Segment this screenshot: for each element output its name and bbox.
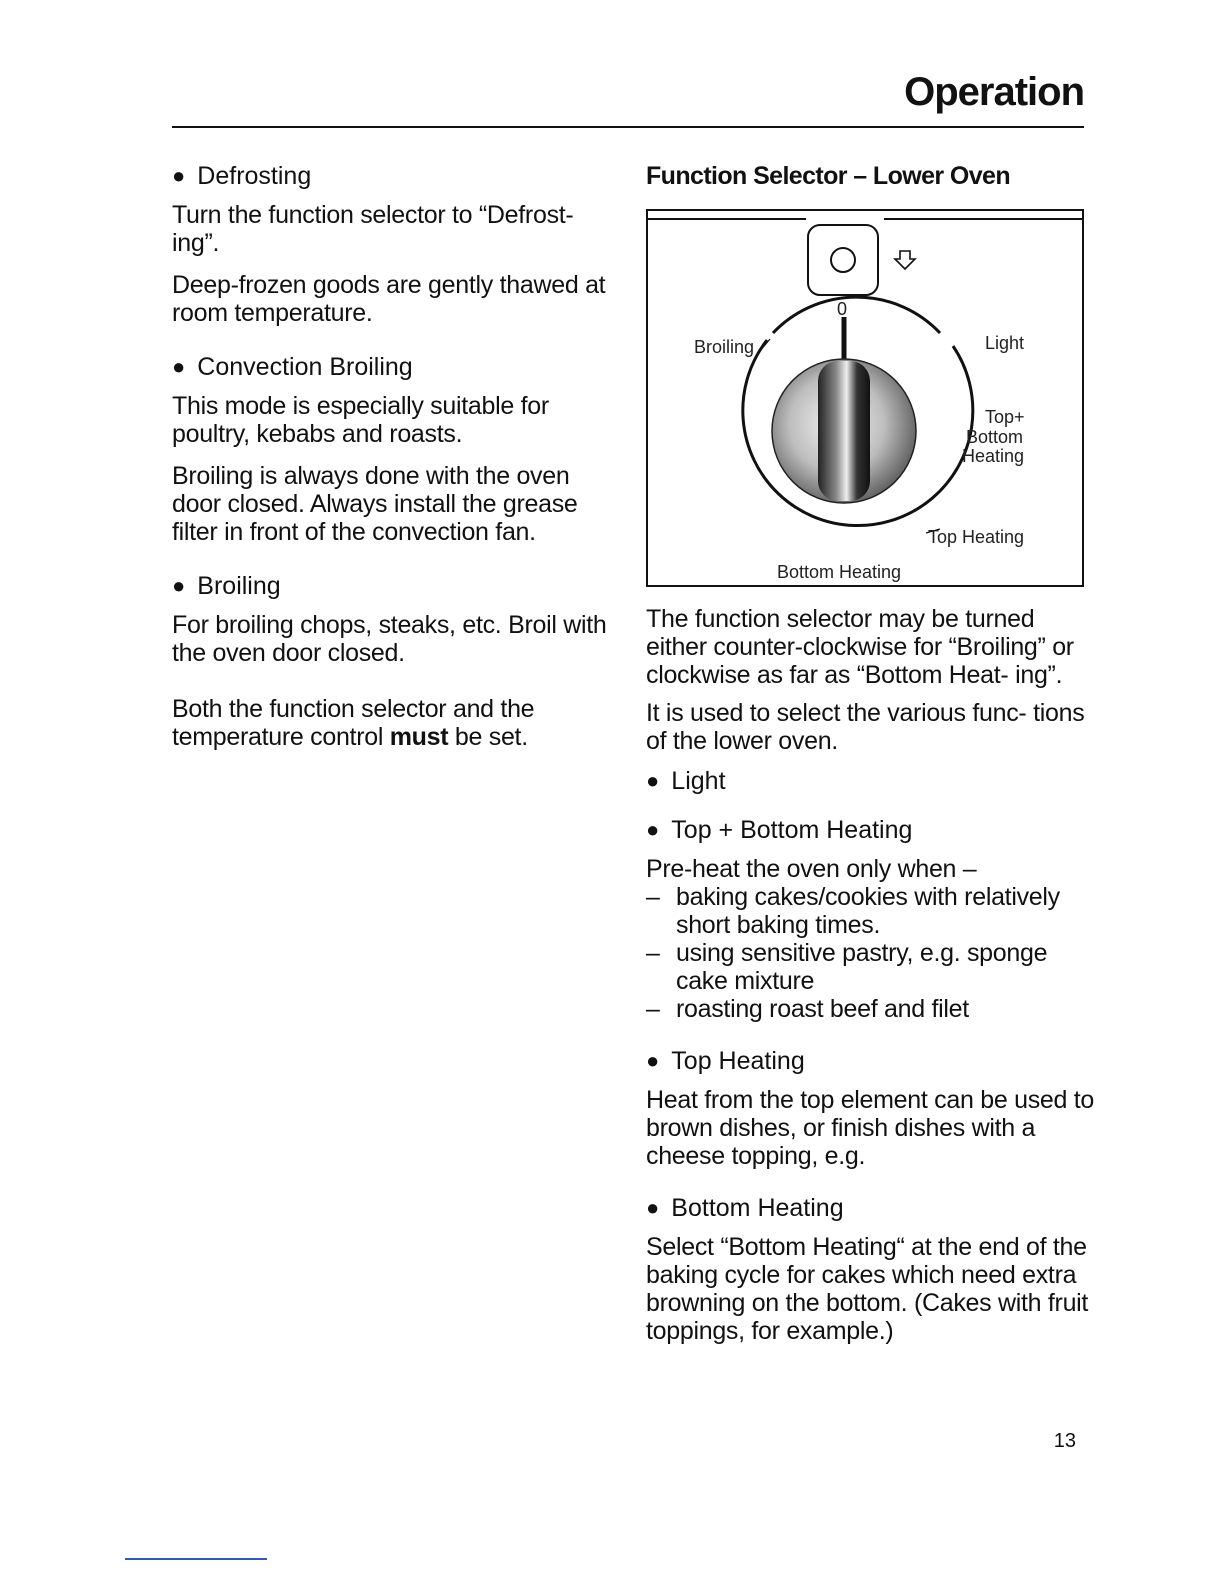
section-defrosting bbox=[172, 158, 612, 327]
section-bottom-heating bbox=[646, 1190, 1096, 1345]
convection-text-1: This mode is especially suitable for poultry, kebabs and roasts. bbox=[172, 392, 549, 448]
dial-label-broiling: Broiling bbox=[694, 337, 755, 357]
preheat-list bbox=[646, 883, 1096, 1023]
broiling-heading: ● Broiling bbox=[172, 572, 281, 600]
list-item: – baking cakes/cookies with relatively short baking times. bbox=[646, 883, 1096, 939]
section-top-bottom-heating bbox=[646, 812, 1096, 1023]
page-title: Operation bbox=[904, 70, 1084, 114]
dial-label-zero: 0 bbox=[837, 299, 848, 319]
bullet-icon: ● bbox=[172, 573, 186, 598]
top-heating-heading: ● Top Heating bbox=[646, 1047, 805, 1075]
top-heating-text: Heat from the top element can be used to brown dishes, or finish dishes with a cheese topping, e.g. bbox=[646, 1086, 1094, 1170]
left-column bbox=[172, 158, 612, 751]
bullet-icon: ● bbox=[172, 354, 186, 379]
function-selector-heading: Function Selector – Lower Oven bbox=[646, 162, 1011, 190]
top-bottom-heading: ● Top + Bottom Heating bbox=[646, 816, 913, 844]
selector-window bbox=[808, 225, 878, 295]
convection-text-2: Broiling is always done with the oven door closed. Always install the grease filter in front of the convection fan. bbox=[172, 462, 578, 546]
function-selector-diagram bbox=[646, 209, 1084, 587]
arrow-down-icon bbox=[895, 251, 915, 269]
dial-label-heating: Heating bbox=[962, 446, 1025, 466]
bottom-heating-heading: ● Bottom Heating bbox=[646, 1194, 844, 1222]
bullet-icon: ● bbox=[646, 817, 660, 842]
selector-intro-1: The function selector may be turned either counter-clockwise for “Broiling” or clockwise as far as “Bottom Heat- ing”. bbox=[646, 605, 1074, 689]
section-convection-broiling bbox=[172, 349, 612, 546]
broiling-text-1: For broiling chops, steaks, etc. Broil with the oven door closed. bbox=[172, 611, 607, 667]
footer-rule bbox=[125, 1558, 267, 1560]
bullet-icon: ● bbox=[646, 1195, 660, 1220]
dial-label-bottom-heating: Bottom Heating bbox=[777, 562, 902, 582]
header-rule bbox=[172, 126, 1084, 128]
bullet-icon: ● bbox=[646, 768, 660, 793]
convection-heading: ● Convection Broiling bbox=[172, 353, 413, 381]
dial-label-bottom: Bottom bbox=[966, 427, 1024, 447]
selector-intro-2: It is used to select the various func- tions of the lower oven. bbox=[646, 699, 1085, 755]
right-column-text bbox=[646, 605, 1096, 1345]
bottom-heating-text: Select “Bottom Heating“ at the end of the baking cycle for cakes which need extra browning on the bottom. (Cakes with fruit toppings, for example.) bbox=[646, 1233, 1089, 1345]
defrosting-text-2: Deep-frozen goods are gently thawed at room temperature. bbox=[172, 271, 606, 327]
bullet-icon: ● bbox=[646, 1048, 660, 1073]
list-item: – roasting roast beef and filet bbox=[646, 995, 1096, 1023]
section-broiling bbox=[172, 568, 612, 751]
dial-label-light: Light bbox=[985, 333, 1025, 353]
top-bottom-intro: Pre-heat the oven only when – bbox=[646, 855, 977, 883]
section-top-heating bbox=[646, 1043, 1096, 1170]
function-selector-heading-wrap bbox=[646, 158, 1010, 194]
page-number: 13 bbox=[1053, 1430, 1076, 1452]
list-item: – using sensitive pastry, e.g. sponge cake mixture bbox=[646, 939, 1096, 995]
defrosting-heading: ● Defrosting bbox=[172, 162, 312, 190]
knob-grip bbox=[818, 361, 870, 501]
dial-label-top-plus: Top+ bbox=[985, 407, 1025, 427]
light-heading: ● Light bbox=[646, 767, 726, 795]
broiling-text-2: Both the function selector and the temperature control must be set. bbox=[172, 695, 535, 751]
dial-label-top-heating: Top Heating bbox=[928, 527, 1025, 547]
bullet-icon: ● bbox=[172, 163, 186, 188]
defrosting-text-1: Turn the function selector to “Defrost- ing”. bbox=[172, 201, 574, 257]
